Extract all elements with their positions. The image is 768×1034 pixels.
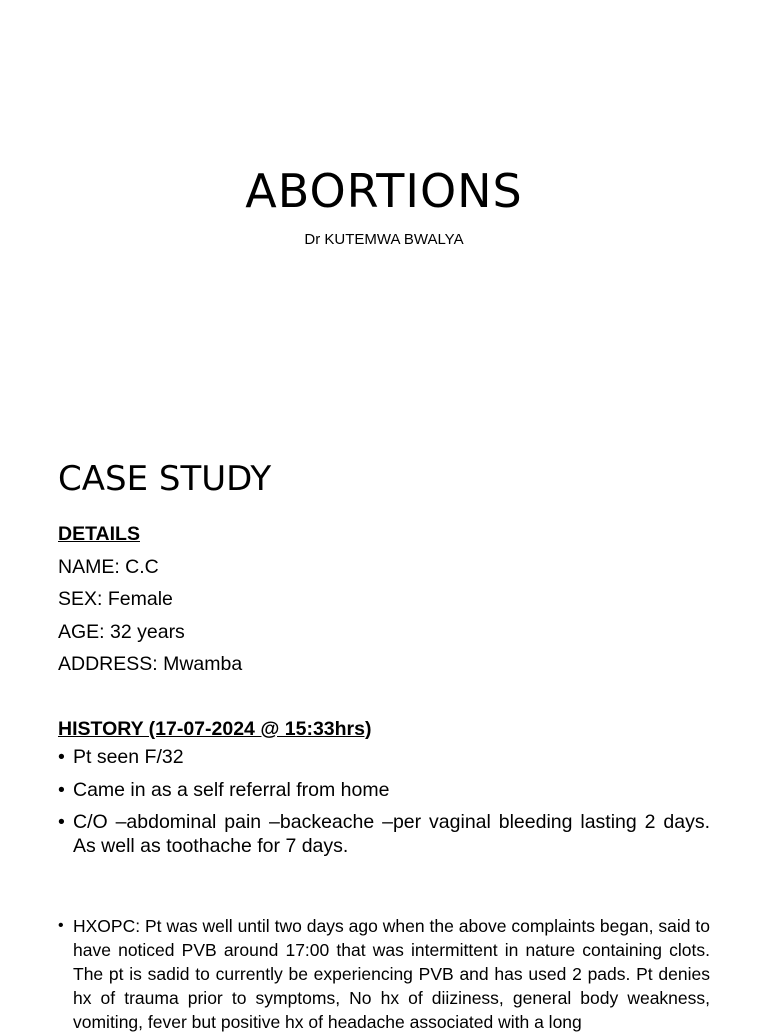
bullet-icon: • bbox=[58, 917, 64, 934]
history-item-text: Came in as a self referral from home bbox=[73, 778, 390, 801]
history-item bbox=[58, 745, 710, 769]
case-study-heading: CASE STUDY bbox=[58, 459, 272, 499]
slide-author: Dr KUTEMWA BWALYA bbox=[304, 231, 464, 248]
hxopc-paragraph bbox=[58, 914, 710, 1034]
detail-name: NAME: C.C bbox=[58, 555, 159, 578]
detail-address: ADDRESS: Mwamba bbox=[58, 653, 243, 675]
details-label: DETAILS bbox=[58, 523, 140, 545]
history-item-text: C/O –abdominal pain –backeache –per vaginal bleeding lasting 2 days. As well as toothache for 7 days. bbox=[73, 811, 710, 857]
detail-sex: SEX: Female bbox=[58, 588, 173, 610]
spacer bbox=[58, 681, 710, 713]
case-content bbox=[58, 518, 710, 867]
hxopc-text: HXOPC: Pt was well until two days ago when the above complaints began, said to have noticed PVB around 17:00 that was intermittent in nature containing clots. The pt is sadid to currently be experiencing PVB and has used 2 pads. Pt denies hx of trauma prior to symptoms, No hx of diiziness, general body weakness, vomiting, fever but positive hx of headache associated with a long bbox=[73, 916, 710, 1032]
bullet-icon: • bbox=[58, 778, 65, 801]
bullet-icon: • bbox=[58, 746, 65, 768]
history-item bbox=[58, 778, 710, 802]
slide-title: ABORTIONS bbox=[245, 164, 523, 218]
history-label: HISTORY (17-07-2024 @ 15:33hrs) bbox=[58, 717, 372, 740]
detail-age: AGE: 32 years bbox=[58, 620, 185, 643]
history-item bbox=[58, 810, 710, 858]
history-item-text: Pt seen F/32 bbox=[73, 746, 184, 768]
bullet-icon: • bbox=[58, 811, 65, 833]
history-list bbox=[58, 745, 710, 858]
